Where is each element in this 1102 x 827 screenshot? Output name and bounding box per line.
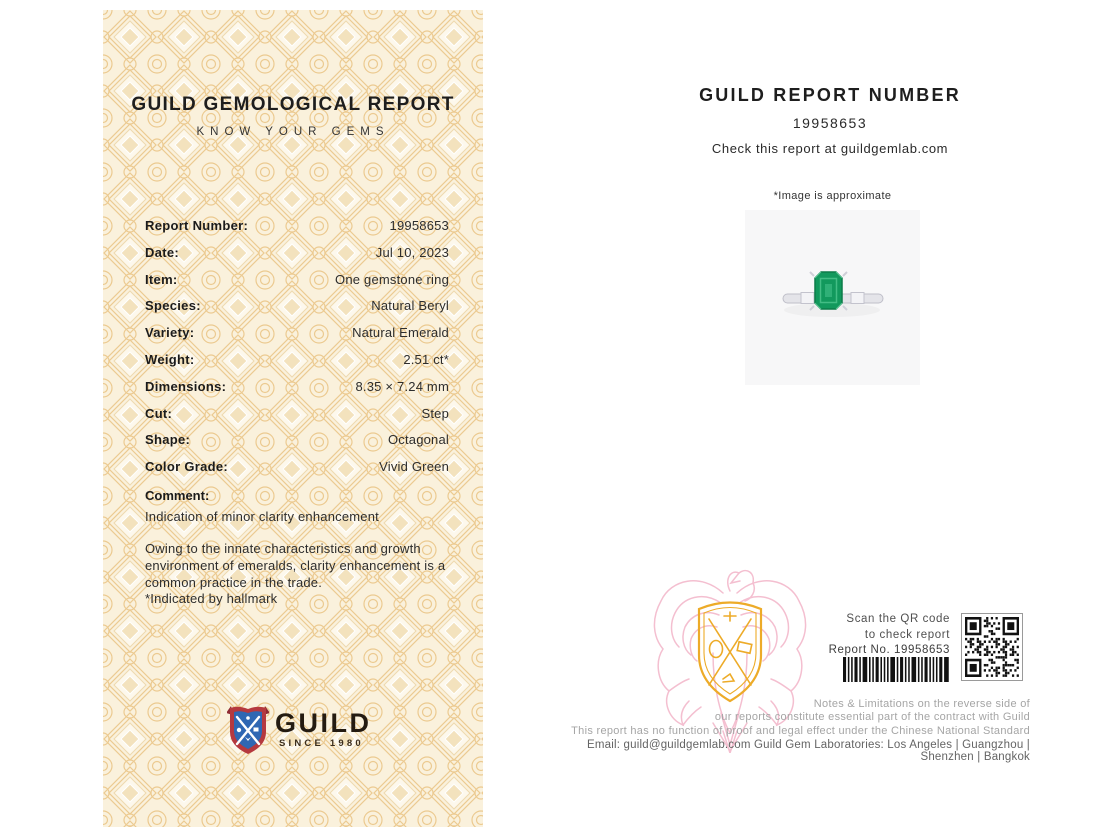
field-value: Natural Emerald xyxy=(352,325,449,341)
field-value: 19958653 xyxy=(389,218,449,233)
footer-line2: our reports constitute essential part of the contract with Guild xyxy=(714,711,1030,724)
certificate-title: GUILD GEMOLOGICAL REPORT xyxy=(131,94,455,115)
field-value: Octagonal xyxy=(387,432,449,448)
comment-note: Owing to the innate characteristics and growth environment of emeralds, clarity enhancement is a common practice in the trade. xyxy=(145,540,446,590)
certificate-tagline: KNOW YOUR GEMS xyxy=(196,126,390,138)
field-label: Item: xyxy=(145,271,178,287)
field-row-item xyxy=(145,272,449,299)
field-value: Step xyxy=(421,405,449,421)
field-row-dimensions xyxy=(145,379,449,406)
gemstone-ring-photo xyxy=(745,210,920,385)
field-label: Cut: xyxy=(145,405,173,421)
field-row-variety xyxy=(145,325,449,352)
field-row-report-number xyxy=(145,218,449,245)
qr-line2: to check report xyxy=(864,628,950,641)
comment-footnote: *Indicated by hallmark xyxy=(145,590,278,606)
field-value: Vivid Green xyxy=(379,459,449,475)
guild-logo-tagline: SINCE 1980 xyxy=(279,738,364,749)
guild-logo xyxy=(103,698,483,758)
field-row-weight xyxy=(145,352,449,379)
comment-value: Indication of minor clarity enhancement xyxy=(145,508,379,524)
field-label: Color Grade: xyxy=(145,459,229,475)
footer-line1: Notes & Limitations on the reverse side of xyxy=(813,698,1030,710)
field-label: Date: xyxy=(145,244,180,260)
comment-label: Comment: xyxy=(145,487,210,503)
field-row-cut xyxy=(145,406,449,433)
field-value: Jul 10, 2023 xyxy=(375,244,449,260)
qr-report-no: Report No. 19958653 xyxy=(828,644,950,656)
field-label: Species: xyxy=(145,298,201,314)
field-row-species xyxy=(145,298,449,325)
field-row-color-grade xyxy=(145,459,449,486)
report-number-value: 19958653 xyxy=(792,115,868,131)
footer-notes xyxy=(560,698,1030,763)
emerald-ring-illustration xyxy=(745,210,920,385)
report-fields xyxy=(145,218,449,606)
guild-shield-icon xyxy=(227,704,269,756)
qr-instructions xyxy=(700,612,950,659)
report-number-title: GUILD REPORT NUMBER xyxy=(699,85,961,105)
certificate-panel xyxy=(103,10,483,827)
barcode xyxy=(843,657,950,682)
field-label: Dimensions: xyxy=(145,378,227,394)
guild-logo-wordmark: GUILD xyxy=(275,708,372,738)
footer-contact-line: Email: guild@guildgemlab.com Guild Gem Laboratories: Los Angeles | Guangzhou | Shenzhen | Bangkok xyxy=(586,739,1030,764)
field-label: Variety: xyxy=(145,325,195,341)
field-value: 8.35 × 7.24 mm xyxy=(355,378,449,394)
field-row-shape xyxy=(145,432,449,459)
field-value: Natural Beryl xyxy=(371,298,449,314)
qr-line1: Scan the QR code xyxy=(846,613,950,625)
field-label: Shape: xyxy=(145,432,191,448)
image-approximate-note: *Image is approximate xyxy=(773,190,892,202)
footer-line3: This report has no function of proof and legal effect under the Chinese National Standard xyxy=(571,724,1030,737)
field-label: Report Number: xyxy=(145,218,249,233)
check-report-line: Check this report at guildgemlab.com xyxy=(711,141,949,156)
field-label: Weight: xyxy=(145,351,195,367)
qr-code xyxy=(961,613,1023,681)
field-value: One gemstone ring xyxy=(335,271,449,287)
field-row-date xyxy=(145,245,449,272)
field-value: 2.51 ct* xyxy=(403,351,449,367)
